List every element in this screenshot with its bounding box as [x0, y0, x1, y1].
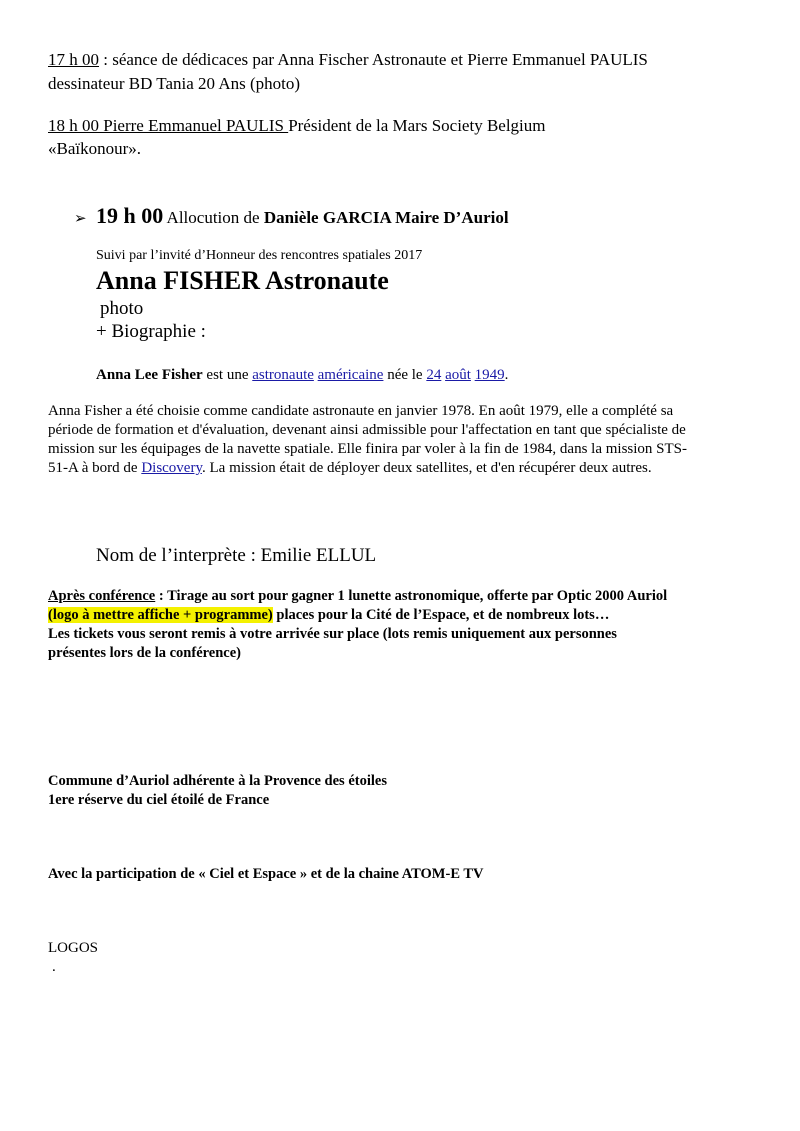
bio-summary — [96, 365, 508, 385]
schedule-17h-line2: dessinateur BD Tania 20 Ans (photo) — [48, 74, 301, 93]
after-conference-block — [48, 587, 758, 663]
schedule-item-19h — [74, 203, 509, 231]
schedule-item-18h — [48, 114, 546, 160]
link-24[interactable]: 24 — [426, 367, 442, 383]
arrow-bullet-icon: ➢ — [74, 209, 87, 227]
biography-heading: + Biographie : — [96, 321, 206, 342]
link-aout[interactable]: août — [445, 367, 471, 383]
participation-line: Avec la participation de « Ciel et Espace » et de la chaine ATOM-E TV — [48, 866, 484, 882]
biography-paragraph — [48, 402, 748, 478]
schedule-18h-text: Président de la Mars Society Belgium — [288, 116, 546, 135]
highlight-note: (logo à mettre affiche + programme) — [48, 607, 273, 623]
schedule-18h-line1 — [48, 114, 546, 137]
after-conference-text: places pour la Cité de l’Espace, et de nombreux lots… — [272, 607, 610, 623]
photo-placeholder: photo — [100, 298, 144, 319]
paragraph-line: période de formation et d'évaluation, devenant ainsi admissible pour l'affectation en tant que spécialiste de — [48, 422, 686, 438]
link-1949[interactable]: 1949 — [474, 367, 505, 383]
schedule-17h-line1 — [48, 48, 648, 72]
schedule-19h-text: Allocution de — [163, 208, 264, 227]
paragraph-text: . La mission était de déployer deux satellites, et d'en récupérer deux autres. — [202, 460, 652, 476]
bio-text: . — [504, 367, 509, 383]
after-conference-line2 — [48, 606, 758, 625]
guest-intro: Suivi par l’invité d’Honneur des rencontres spatiales 2017 — [96, 248, 423, 263]
logos-placeholder: LOGOS — [48, 940, 99, 956]
paragraph-line: mission sur les équipages de la navette spatiale. Elle finira par voler à la fin de 1984, dans la mission STS- — [48, 441, 688, 457]
mayor-name: Danièle GARCIA Maire D’Auriol — [263, 208, 509, 227]
after-conference-line3: Les tickets vous seront remis à votre arrivée sur place (lots remis uniquement aux personnes — [48, 626, 617, 642]
link-astronaute[interactable]: astronaute — [252, 367, 314, 383]
time-17h: 17 h 00 — [48, 50, 99, 69]
schedule-17h-text: : séance de dédicaces par Anna Fischer Astronaute et Pierre Emmanuel PAULIS — [99, 50, 648, 69]
interpreter-name: Nom de l’interprète : Emilie ELLUL — [96, 545, 377, 566]
bio-text: est une — [202, 367, 253, 383]
after-conference-text: : Tirage au sort pour gagner 1 lunette astronomique, offerte par Optic 2000 Auriol — [155, 588, 668, 604]
paragraph-line — [48, 459, 748, 478]
paragraph-line: Anna Fisher a été choisie comme candidate astronaute en janvier 1978. En août 1979, elle a complété sa — [48, 403, 674, 419]
trailing-dot: . — [52, 959, 56, 975]
time-18h: 18 h 00 Pierre Emmanuel PAULIS — [48, 116, 289, 135]
schedule-item-17h — [48, 48, 648, 96]
paragraph-text: 51-A à bord de — [48, 460, 142, 476]
bio-text: née le — [383, 367, 427, 383]
guest-title: Anna FISHER Astronaute — [96, 266, 389, 295]
after-conference-line1 — [48, 587, 758, 606]
schedule-18h-line2: «Baïkonour». — [48, 139, 142, 158]
time-19h: 19 h 00 — [96, 203, 164, 228]
link-discovery[interactable]: Discovery — [141, 460, 202, 476]
commune-line1: Commune d’Auriol adhérente à la Provence des étoiles — [48, 773, 387, 789]
link-americaine[interactable]: américaine — [317, 367, 384, 383]
commune-block — [48, 772, 387, 810]
bio-name: Anna Lee Fisher — [96, 367, 203, 383]
commune-line2: 1ere réserve du ciel étoilé de France — [48, 792, 270, 808]
after-conference-line4: présentes lors de la conférence) — [48, 645, 242, 661]
after-conference-label: Après conférence — [48, 588, 156, 604]
